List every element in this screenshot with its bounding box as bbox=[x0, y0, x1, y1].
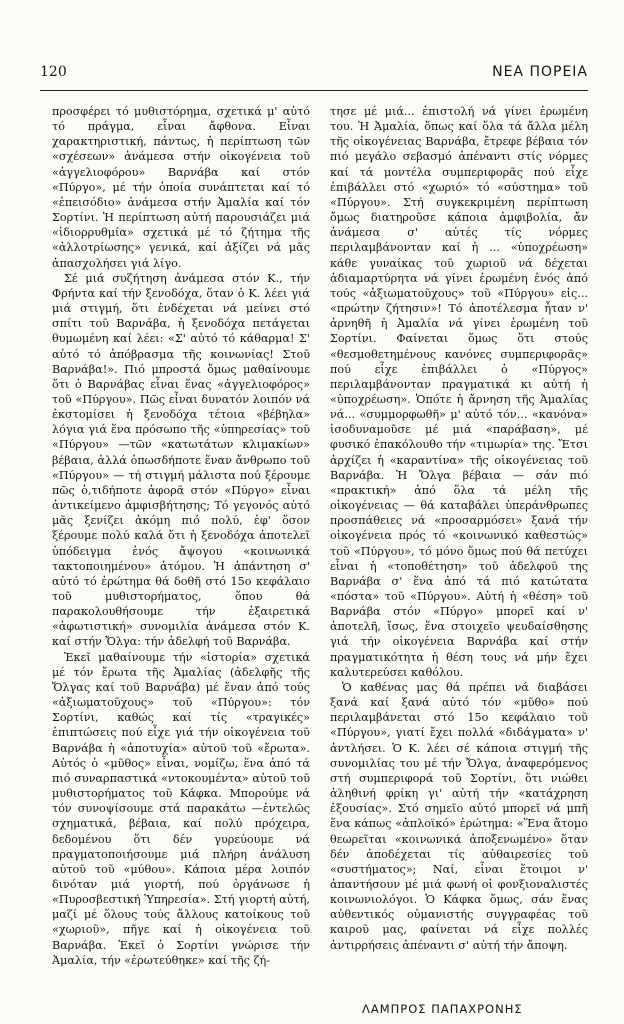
paragraph: Ἐκεῖ μαθαίνουμε τήν «ἱστορία» σχετικά μέ τόν ἔρωτα τῆς Ἀμαλίας (ἀδελφῆς τῆς Ὄλγας καί τοῦ Βαρνάβα) μέ ἕναν ἀπό τούς «ἀξιωματοῦχους» τοῦ «Πύργου»: τόν Σορτίνι, καθώς καί τίς «τραγικές» ἐπιπτώσεις πού εἶχε γιά τήν οἰκογένεια τοῦ Βαρνάβα ἡ «ἀποτυχία» αὐτοῦ τοῦ «ἔρωτα». Αὐτός ὁ «μῦθος» εἶναι, νομίζω, ἕνα ἀπό τά πιό συναρπαστικά «ντοκουμέντα» αὐτοῦ τοῦ μυθιστορήματος τοῦ Κάφκα. Μπορούμε νά τόν συνοψίσουμε στά παρακάτω —ἐντελῶς σχηματικά, βέβαια, καί πολύ πρόχειρα, δεδομένου ὅτι δέν γυρεύουμε νά πραγματοποιήσουμε μιά πλήρη ἀνάλυση αὐτοῦ τοῦ «μύθου». Κάποια μέρα λοιπόν δινόταν μιά γιορτή, πού ὀργάνωσε ἡ «Πυροσβεστική Ὑπηρεσία». Στή γιορτή αὐτή, μαζί μέ ὅλους τούς ἄλλους κατοίκους τοῦ «χωριοῦ», πῆγε καί ἡ οἰκογένεια τοῦ Βαρνάβα. Ἐκεῖ ὁ Σορτίνι γνώρισε τήν Ἀμαλία, τήν «ἐρωτεύθηκε» καί τῆς ζή- bbox=[52, 650, 310, 967]
paragraph: προσφέρει τό μυθιστόρημα, σχετικά μ' αὐτό τό πράγμα, εἶναι ἄφθονα. Εἶναι χαρακτηριστική, πάντως, ἡ περίπτωση τῶν «σχέσεων» ἀνάμεσα στήν οἰκογένεια τοῦ «ἀγγελιοφόρου» Βαρνάβα καί στόν «Πύργο», μέ τήν ὁποία συνάπτεται καί τό «ἐπεισόδιο» ἀνάμεσα στήν Ἀμαλία καί τόν Σορτίνι. Ἡ περίπτωση αὐτή παρουσιάζει μιά «ἰδιορρυθμία» σχετικά μέ τό ζήτημα τῆς «ἀλλοτρίωσης» γενικά, καί ἀξίζει νά μᾶς ἀπασχολήσει γιά λίγο. bbox=[52, 105, 310, 270]
right-column bbox=[330, 104, 588, 953]
paragraph: τησε μέ μιά... ἐπιστολή νά γίνει ἐρωμένη του. Ἡ Ἀμαλία, ὅπως καί ὅλα τά ἄλλα μέλη τῆς οἰκογένειας Βαρνάβα, ἔτρεφε βέβαια τόν πιό μεγάλο σεβασμό ἀπέναντι στίς νόρμες καί τά μοντέλα συμπεριφορᾶς πού εἶχε ἐπιβάλλει στό «χωριό» τό «σύστημα» τοῦ «Πύργου». Στή συγκεκριμένη περίπτωση ὅμως διατηροῦσε κάποια ἀμφιβολία, ἄν ἀνάμεσα σ' αὐτές τίς νόρμες περιλαμβάνονταν καί ἡ ... «ὑποχρέωση» κάθε γυναίκας τοῦ χωριοῦ νά δέχεται ἀδιαμαρτύρητα νά γίνει ἐρωμένη ἑνός ἀπό τούς «ἀξιωματοῦχους» τοῦ «Πύργου» εἰς... «πρώτην ζήτησιν»! Τό ἀποτέλεσμα ἦταν ν' ἀρνηθῆ ἡ Ἀμαλία νά γίνει ἐρωμένη τοῦ Σορτίνι. Φαίνεται ὅμως ὅτι στούς «θεσμοθετημένους κανόνες συμπεριφορᾶς» πού εἶχε ἐπιβάλλει ὁ «Πύργος» περιλαμβάνονταν πραγματικά κι αὐτή ἡ «ὑποχρέωση». Ὁπότε ἡ ἄρνηση τῆς Ἀμαλίας νά... «συμμορφωθῆ» μ' αὐτό τόν... «κανόνα» ἰσοδυναμοῦσε μέ μιά «παράβαση», μέ φυσικό ἐπακόλουθο τήν «τιμωρία» της. Ἔτσι ἀρχίζει ἡ «καραντίνα» τῆς οἰκογένειας τοῦ Βαρνάβα. Ἡ Ὄλγα βέβαια — σάν πιό «πρακτική» ἀπό ὅλα τά μέλη τῆς οἰκογένειας — θά καταβάλει ὑπεράνθρωπες προσπάθειες νά «προσαρμόσει» ξανά τήν οἰκογένεια πρός τό «κοινωνικό καθεστώς» τοῦ «Πύργου», τό μόνο ὅμως πού θά πετύχει εἶναι ἡ «τοποθέτηση» τοῦ ἀδελφοῦ της Βαρνάβα σ' ἕνα ἀπό τά πιό κατώτατα «πόστα» τοῦ «Πύργου». Αὐτή ἡ «θέση» τοῦ Βαρνάβα στόν «Πύργο» μπορεῖ καί ν' ἀποτελῆ, ἴσως, ἕνα στοιχεῖο ψευδαίσθησης γιά τήν οἰκογένεια Βαρνάβα καί στήν πραγματικότητα ἡ θέση τους νά μήν ἔχει καλυτερεύσει καθόλου. bbox=[330, 105, 588, 679]
journal-title: ΝΕΑ ΠΟΡΕΙΑ bbox=[492, 64, 588, 80]
page-number: 120 bbox=[40, 64, 67, 80]
header-rule bbox=[40, 90, 588, 91]
paragraph: Σέ μιά συζήτηση ἀνάμεσα στόν Κ., τήν Φρήντα καί τήν ξενοδόχα, ὅταν ὁ Κ. λέει γιά μιά στιγμή, ὅτι ἐνδέχεται νά μείνει στό σπίτι τοῦ Βαρνάβα, ἡ ξενοδόχα πετάγεται θυμωμένη καί λέει: «Σ' αὐτό τό κάθαρμα! Σ' αὐτό τό ἀπόβρασμα τῆς κοινωνίας! Στοῦ Βαρνάβα!». Πιό μπροστά ὅμως μαθαίνουμε ὅτι ὁ Βαρνάβας εἶναι ἕνας «ἀγγελιοφόρος» τοῦ «Πύργου». Πῶς εἶναι δυνατόν λοιπόν νά ἐκστομίσει ἡ ξενοδόχα τέτοια «βέβηλα» λόγια γιά ἕνα πρόσωπο τῆς «ὑπηρεσίας» τοῦ «Πύργου» —τῶν «κατωτάτων κλιμακίων» βέβαια, ἀλλά ὁπωσδήποτε ἕναν ἄνθρωπο τοῦ «Πύργου» — τή στιγμή μάλιστα πού ξέρουμε πῶς ὁ,τιδήποτε ἀφορᾶ στόν «Πύργο» εἶναι ἀντικείμενο ἀμφισβήτησης; Τό γεγονός αὐτό μᾶς ξενίζει ἀκόμη πιό πολύ, ἐφ' ὅσον ξέρουμε πολύ καλά ὅτι ἡ ξενοδόχα ἀποτελεῖ ὑπόδειγμα ἑνός ἄψογου «κοινωνικά τακτοποιημένου» ἀτόμου. Ἡ ἀπάντηση σ' αὐτό τό ἐρώτημα θά δοθῆ στό 15ο κεφάλαιο τοῦ μυθιστορήματος, ὅπου θά παρακολουθήσουμε τήν ἐξαιρετικά «ἀφωτιστική» συνομιλία ἀνάμεσα στόν Κ. καί στήν Ὄλγα: τήν ἀδελφή τοῦ Βαρνάβα. bbox=[52, 271, 310, 649]
page-header bbox=[40, 64, 588, 84]
left-column bbox=[52, 104, 310, 968]
paragraph: Ὁ καθένας μας θά πρέπει νά διαβάσει ξανά καί ξανά αὐτό τόν «μῦθο» πού περιλαμβάνεται στό 15ο κεφάλαιο τοῦ «Πύργου», γιατί ἔχει πολλά «διδάγματα» ν' ἀντλήσει. Ὁ Κ. λέει σέ κάποια στιγμή τῆς συνομιλίας του μέ τήν Ὄλγα, ἀναφερόμενος στή συμπεριφορά τοῦ Σορτίνι, ὅτι νιώθει ἀληθινή φρίκη γι' αὐτή τήν «κατάχρηση ἐξουσίας». Στό σημεῖο αὐτό μπορεῖ νά μπῆ ἕνα κάπως «ἀπλοϊκό» ἐρώτημα: «Ἕνα ἄτομο θεωρεῖται «κοινωνικά ἀποξενωμένο» ὅταν δέν ἀποδέχεται τίς αὐθαιρεσίες τοῦ «συστήματος»; Ναί, εἶναι ἕτοιμοι ν' ἀπαντήσουν μέ μιά φωνή οἱ φονξιοναλιστές κοινωνιολόγοι. Ὁ Κάφκα ὅμως, σάν ἕνας αὐθεντικός οὐμανιστής συγγραφέας τοῦ καιροῦ μας, φαίνεται νά εἶχε πολλές ἀντιρρήσεις ἀπέναντι σ' αὐτή τήν ἄποψη. bbox=[330, 680, 588, 952]
author-signature: ΛΑΜΠΡΟΣ ΠΑΠΑΧΡΟΝΗΣ bbox=[362, 1002, 523, 1016]
